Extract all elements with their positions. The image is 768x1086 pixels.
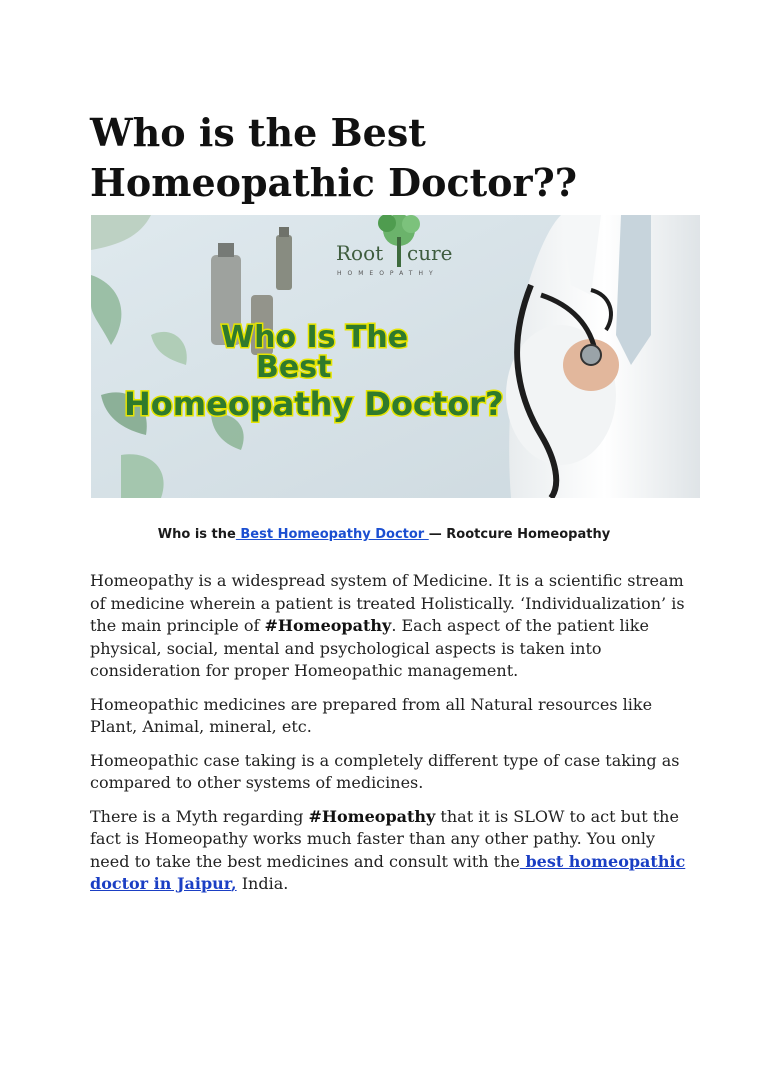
paragraph-4-text-a: There is a Myth regarding	[90, 806, 309, 826]
brand-left: Root	[336, 241, 384, 265]
svg-text:Homeopathy Doctor?: Homeopathy Doctor?	[124, 385, 504, 423]
paragraph-2: Homeopathic medicines are prepared from all Natural resources like Plant, Animal, mineral, etc.	[90, 694, 653, 736]
best-doctor-jaipur-link[interactable]: best homeopathic doctor in Jaipur	[90, 851, 686, 893]
svg-text:Who Is The: Who Is The	[221, 320, 409, 355]
link-comma: ,	[231, 874, 237, 893]
image-caption	[0, 527, 768, 542]
brand-sub: HOMEOPATHY	[337, 270, 439, 277]
paragraph-1-text-a: Homeopathy is a widespread system of Medicine. It is a scientific stream of medicine wherein a patient is treated Holistically. ‘Individualization’ is the main principle of	[90, 571, 685, 635]
article-body	[90, 570, 690, 907]
paragraph-4-text-b: that it is SLOW to act but the fact is Homeopathy works much faster than any other pathy. You only need to take the best medicines and consult with the	[90, 806, 679, 871]
paragraph-1	[90, 570, 690, 683]
paragraph-3: Homeopathic case taking is a completely different type of case taking as compared to other systems of medicines.	[90, 750, 680, 792]
paragraph-4-text-c: India.	[236, 874, 289, 893]
paragraph-4	[90, 806, 690, 896]
caption-prefix: Who is the	[157, 527, 236, 542]
caption-link[interactable]: Best Homeopathy Doctor	[235, 527, 429, 542]
hashtag-homeopathy-2: #Homeopathy	[308, 806, 436, 826]
page-title: Who is the Best Homeopathic Doctor??	[90, 110, 578, 205]
hero-image	[91, 215, 700, 498]
paragraph-1-text-b: . Each aspect of the patient like physical, social, mental and psychological aspects is taken into consideration for proper Homeopathic management.	[90, 616, 649, 680]
hashtag-homeopathy: #Homeopathy	[264, 616, 392, 635]
caption-suffix: — Rootcure Homeopathy	[428, 527, 611, 542]
brand-right: cure	[407, 241, 453, 265]
svg-text:Best: Best	[256, 350, 332, 385]
